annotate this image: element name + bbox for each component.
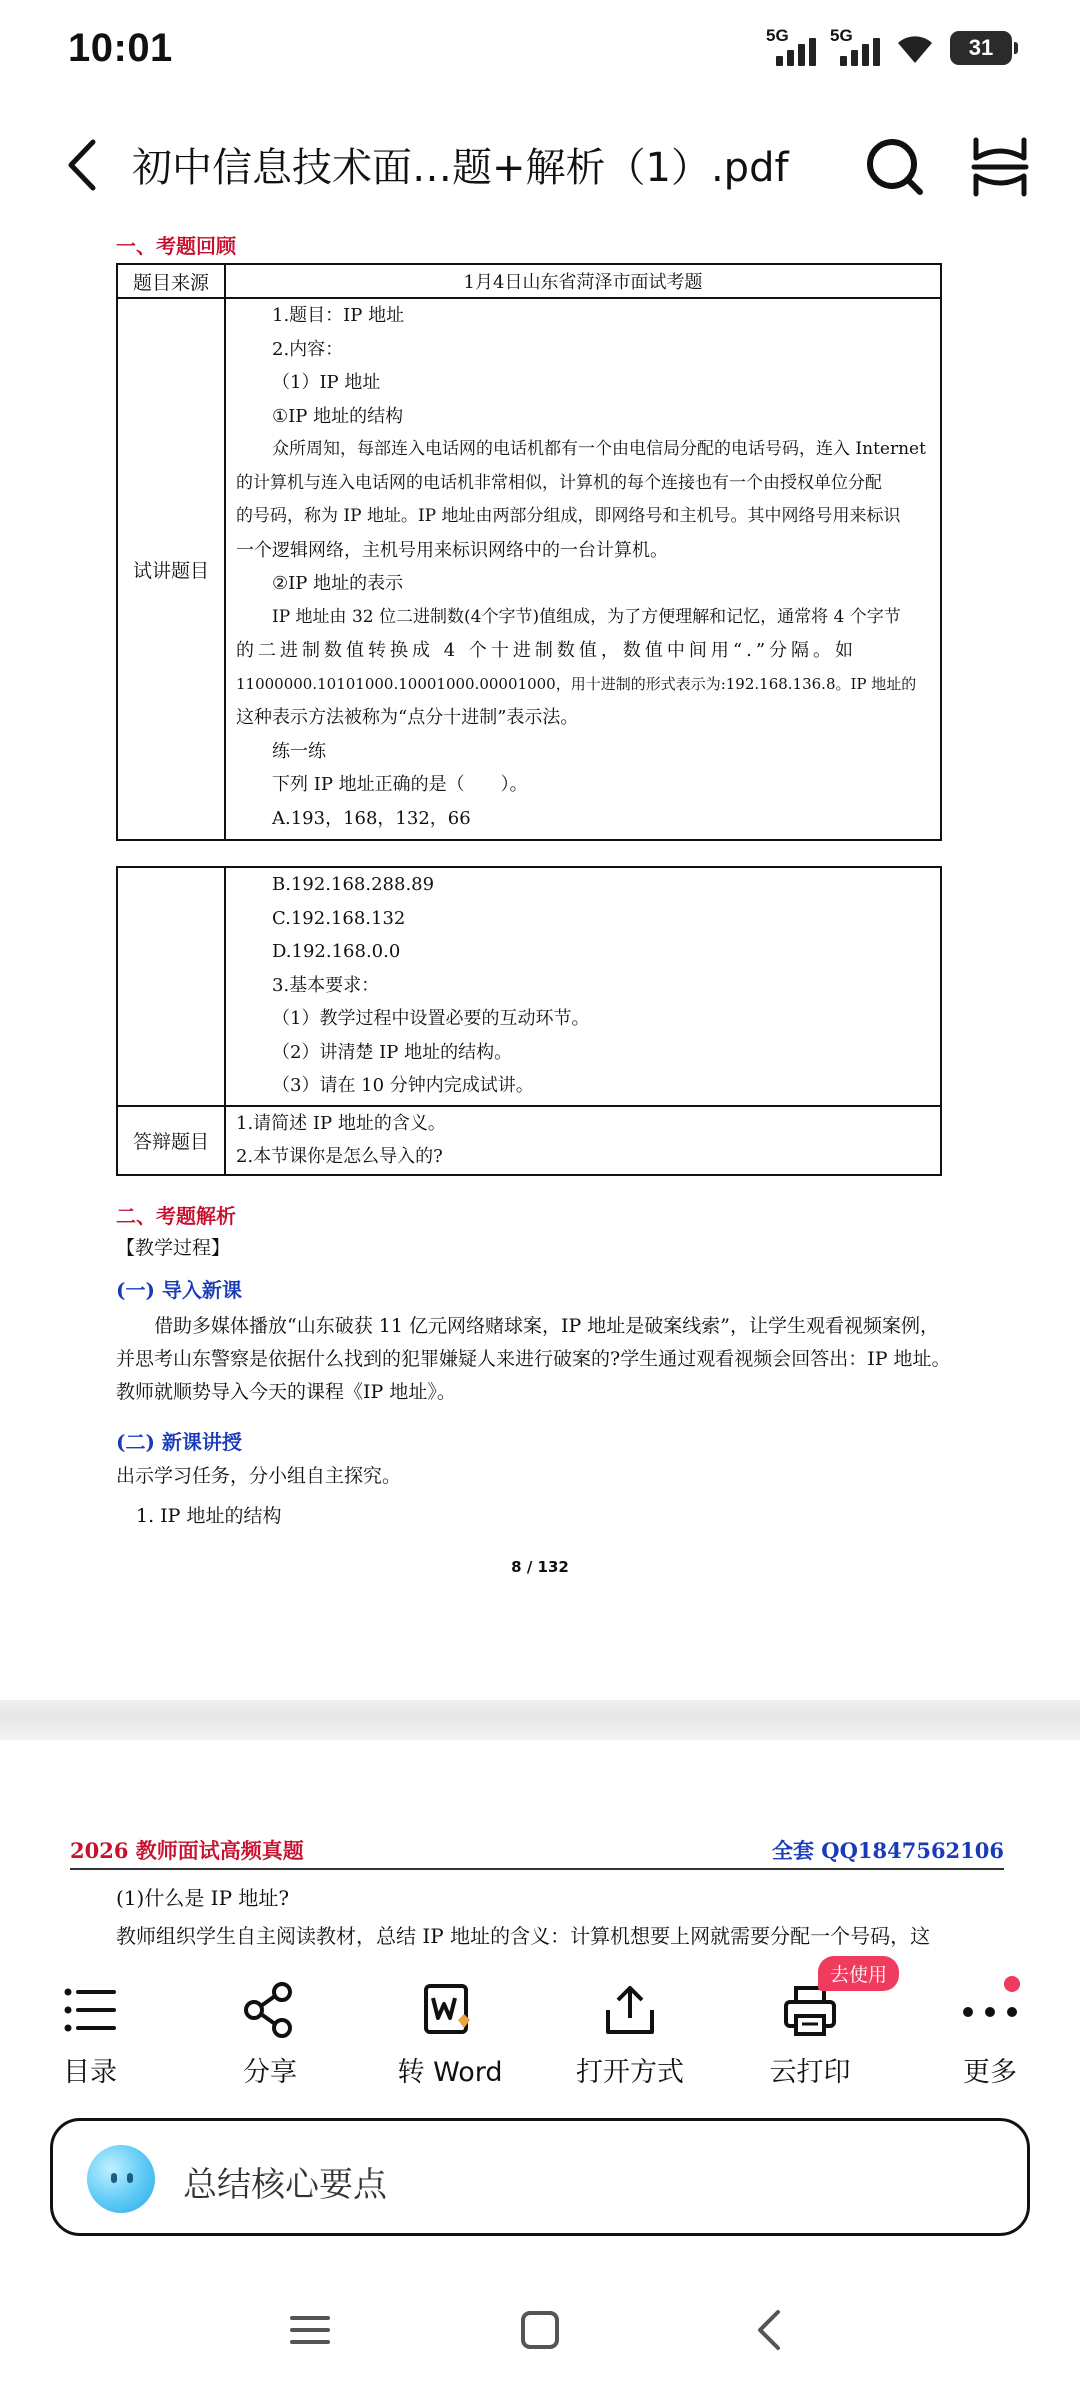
subsection-heading: (一) 导入新课 <box>116 1278 242 1302</box>
text-line: （1）教学过程中设置必要的互动环节。 <box>272 1008 590 1029</box>
toolbar-share-button[interactable] <box>180 1964 360 2089</box>
text-line: 教师组织学生自主阅读教材，总结 IP 地址的含义：计算机想要上网就需要分配一个号码，这 <box>116 1924 931 1948</box>
text-line: 这种表示方法被称为“点分十进制”表示法。 <box>236 707 579 728</box>
ai-summary-button[interactable] <box>50 2118 1030 2236</box>
page-number: 8 / 132 <box>511 1558 569 1576</box>
table-cell <box>225 867 941 1106</box>
text-line: 11000000.10101000.10001000.00001000，用十进制的形式表示为:192.168.136.8。IP 地址的 <box>236 674 917 693</box>
text-line: （1）IP 地址 <box>272 372 381 393</box>
nav-menu-button[interactable] <box>280 2300 340 2360</box>
text-line: D.192.168.0.0 <box>272 941 401 962</box>
exam-table <box>116 263 942 841</box>
text-line: 2.内容： <box>272 338 344 360</box>
toolbar-open-with-button[interactable] <box>540 1964 720 2089</box>
page-header-left: 2026 教师面试高频真题 <box>70 1838 304 1863</box>
teaching-process-label: 【教学过程】 <box>116 1237 231 1259</box>
share-icon <box>240 1980 300 2040</box>
subsection-heading: (二) 新课讲授 <box>116 1430 242 1454</box>
text-line: 教师就顺势导入今天的课程《IP 地址》。 <box>116 1381 456 1403</box>
table-label: 题目来源 <box>117 264 225 298</box>
menu-icon <box>280 2300 340 2360</box>
list-icon <box>60 1980 120 2040</box>
text-line: （3）请在 10 分钟内完成试讲。 <box>272 1075 534 1096</box>
paragraph <box>116 1310 986 1409</box>
toolbar-label: 更多 <box>963 2057 1017 2088</box>
chevron-left-icon <box>65 138 99 192</box>
back-button[interactable] <box>52 130 112 200</box>
text-line: 1.请简述 IP 地址的含义。 <box>236 1112 446 1134</box>
text-line: 2.本节课你是怎么导入的? <box>236 1146 443 1167</box>
signal-5g-icon: 5G <box>830 28 880 68</box>
text-line: A.193，168，132，66 <box>272 807 471 829</box>
ai-summary-label: 总结核心要点 <box>183 2165 387 2205</box>
table-label <box>117 867 225 1106</box>
text-line: 1.题目：IP 地址 <box>272 305 405 326</box>
toolbar-label: 目录 <box>63 2057 117 2088</box>
text-line: IP 地址由 32 位二进制数(4个字节)值组成，为了方便理解和记忆，通常将 4 个字节 <box>272 606 901 627</box>
toolbar-label: 分享 <box>243 2057 297 2088</box>
table-cell <box>225 298 941 840</box>
text-line: （2）讲清楚 IP 地址的结构。 <box>272 1041 513 1063</box>
toolbar-more-button[interactable] <box>900 1964 1080 2089</box>
system-nav-bar <box>0 2290 1080 2380</box>
home-square-icon <box>510 2300 570 2360</box>
scan-button[interactable] <box>970 134 1030 200</box>
table-label: 答辩题目 <box>117 1106 225 1175</box>
bottom-toolbar <box>0 1964 1080 2104</box>
search-icon <box>862 134 928 200</box>
wifi-icon <box>894 31 936 65</box>
text-line: B.192.168.288.89 <box>272 874 435 895</box>
toolbar-label: 转 Word <box>397 2057 503 2088</box>
text-line: 3.基本要求： <box>272 974 380 996</box>
pdf-page[interactable] <box>0 220 1080 1700</box>
section-heading: 二、考题解析 <box>116 1204 236 1228</box>
status-time: 10:01 <box>68 26 173 70</box>
text-line: 的二进制数值转换成 4 个十进制数值，数值中间用“.”分隔。如 <box>236 640 858 661</box>
chevron-left-icon <box>740 2300 800 2360</box>
text-line: 借助多媒体播放“山东破获 11 亿元网络赌球案，IP 地址是破案线索”，让学生观看视频案例， <box>154 1315 940 1337</box>
table-label: 试讲题目 <box>117 298 225 840</box>
toolbar-label: 云打印 <box>769 2057 851 2088</box>
page-header-right: 全套 QQ1847562106 <box>771 1838 1004 1863</box>
print-promo-badge[interactable]: 去使用 <box>818 1956 899 1991</box>
text-line: C.192.168.132 <box>272 907 406 929</box>
nav-back-button[interactable] <box>740 2300 800 2360</box>
text-line: 并思考山东警察是依据什么找到的犯罪嫌疑人来进行破案的?学生通过观看视频会回答出：IP 地址。 <box>116 1348 951 1370</box>
status-bar <box>0 0 1080 100</box>
notification-dot <box>1004 1976 1020 1992</box>
table-cell <box>225 1106 941 1175</box>
text-line: 众所周知，每部连入电话网的电话机都有一个由电信局分配的电话号码，连入 Internet <box>272 439 926 459</box>
section-heading: 一、考题回顾 <box>116 234 236 258</box>
page-separator <box>0 1700 1080 1740</box>
toolbar-contents-button[interactable] <box>0 1964 180 2089</box>
nav-home-button[interactable] <box>510 2300 570 2360</box>
text-line: 的计算机与连入电话网的电话机非常相似，计算机的每个连接也有一个由授权单位分配 <box>236 472 882 493</box>
signal-5g-icon: 5G <box>766 28 816 68</box>
text-line: 下列 IP 地址正确的是（ ）。 <box>272 774 528 795</box>
text-line: (1)什么是 IP 地址? <box>116 1886 290 1910</box>
ai-assistant-icon <box>87 2145 155 2213</box>
header-rule <box>70 1868 1004 1870</box>
paragraph: 出示学习任务，分小组自主探究。 <box>116 1465 402 1487</box>
exam-table <box>116 866 942 1176</box>
table-cell: 1月4日山东省菏泽市面试考题 <box>225 264 941 298</box>
pdf-page[interactable] <box>0 1740 1080 1970</box>
paragraph: 1. IP 地址的结构 <box>136 1505 282 1527</box>
title-bar <box>0 110 1080 220</box>
document-title: 初中信息技术面…题+解析（1）.pdf <box>132 145 789 191</box>
text-line: 的号码，称为 IP 地址。IP 地址由两部分组成，即网络号和主机号。其中网络号用来标识 <box>236 506 901 526</box>
battery-icon: 31 <box>950 31 1012 65</box>
text-line: ①IP 地址的结构 <box>272 405 404 427</box>
search-button[interactable] <box>862 134 928 200</box>
toolbar-to-word-button[interactable] <box>360 1964 540 2089</box>
upload-icon <box>600 1980 660 2040</box>
status-icons <box>766 26 1012 70</box>
toolbar-label: 打开方式 <box>576 2057 684 2088</box>
text-line: ②IP 地址的表示 <box>272 573 404 594</box>
text-line: 一个逻辑网络，主机号用来标识网络中的一台计算机。 <box>236 539 668 561</box>
word-convert-icon <box>420 1980 480 2040</box>
text-line: 练一练 <box>272 740 326 762</box>
scan-icon <box>970 134 1030 200</box>
